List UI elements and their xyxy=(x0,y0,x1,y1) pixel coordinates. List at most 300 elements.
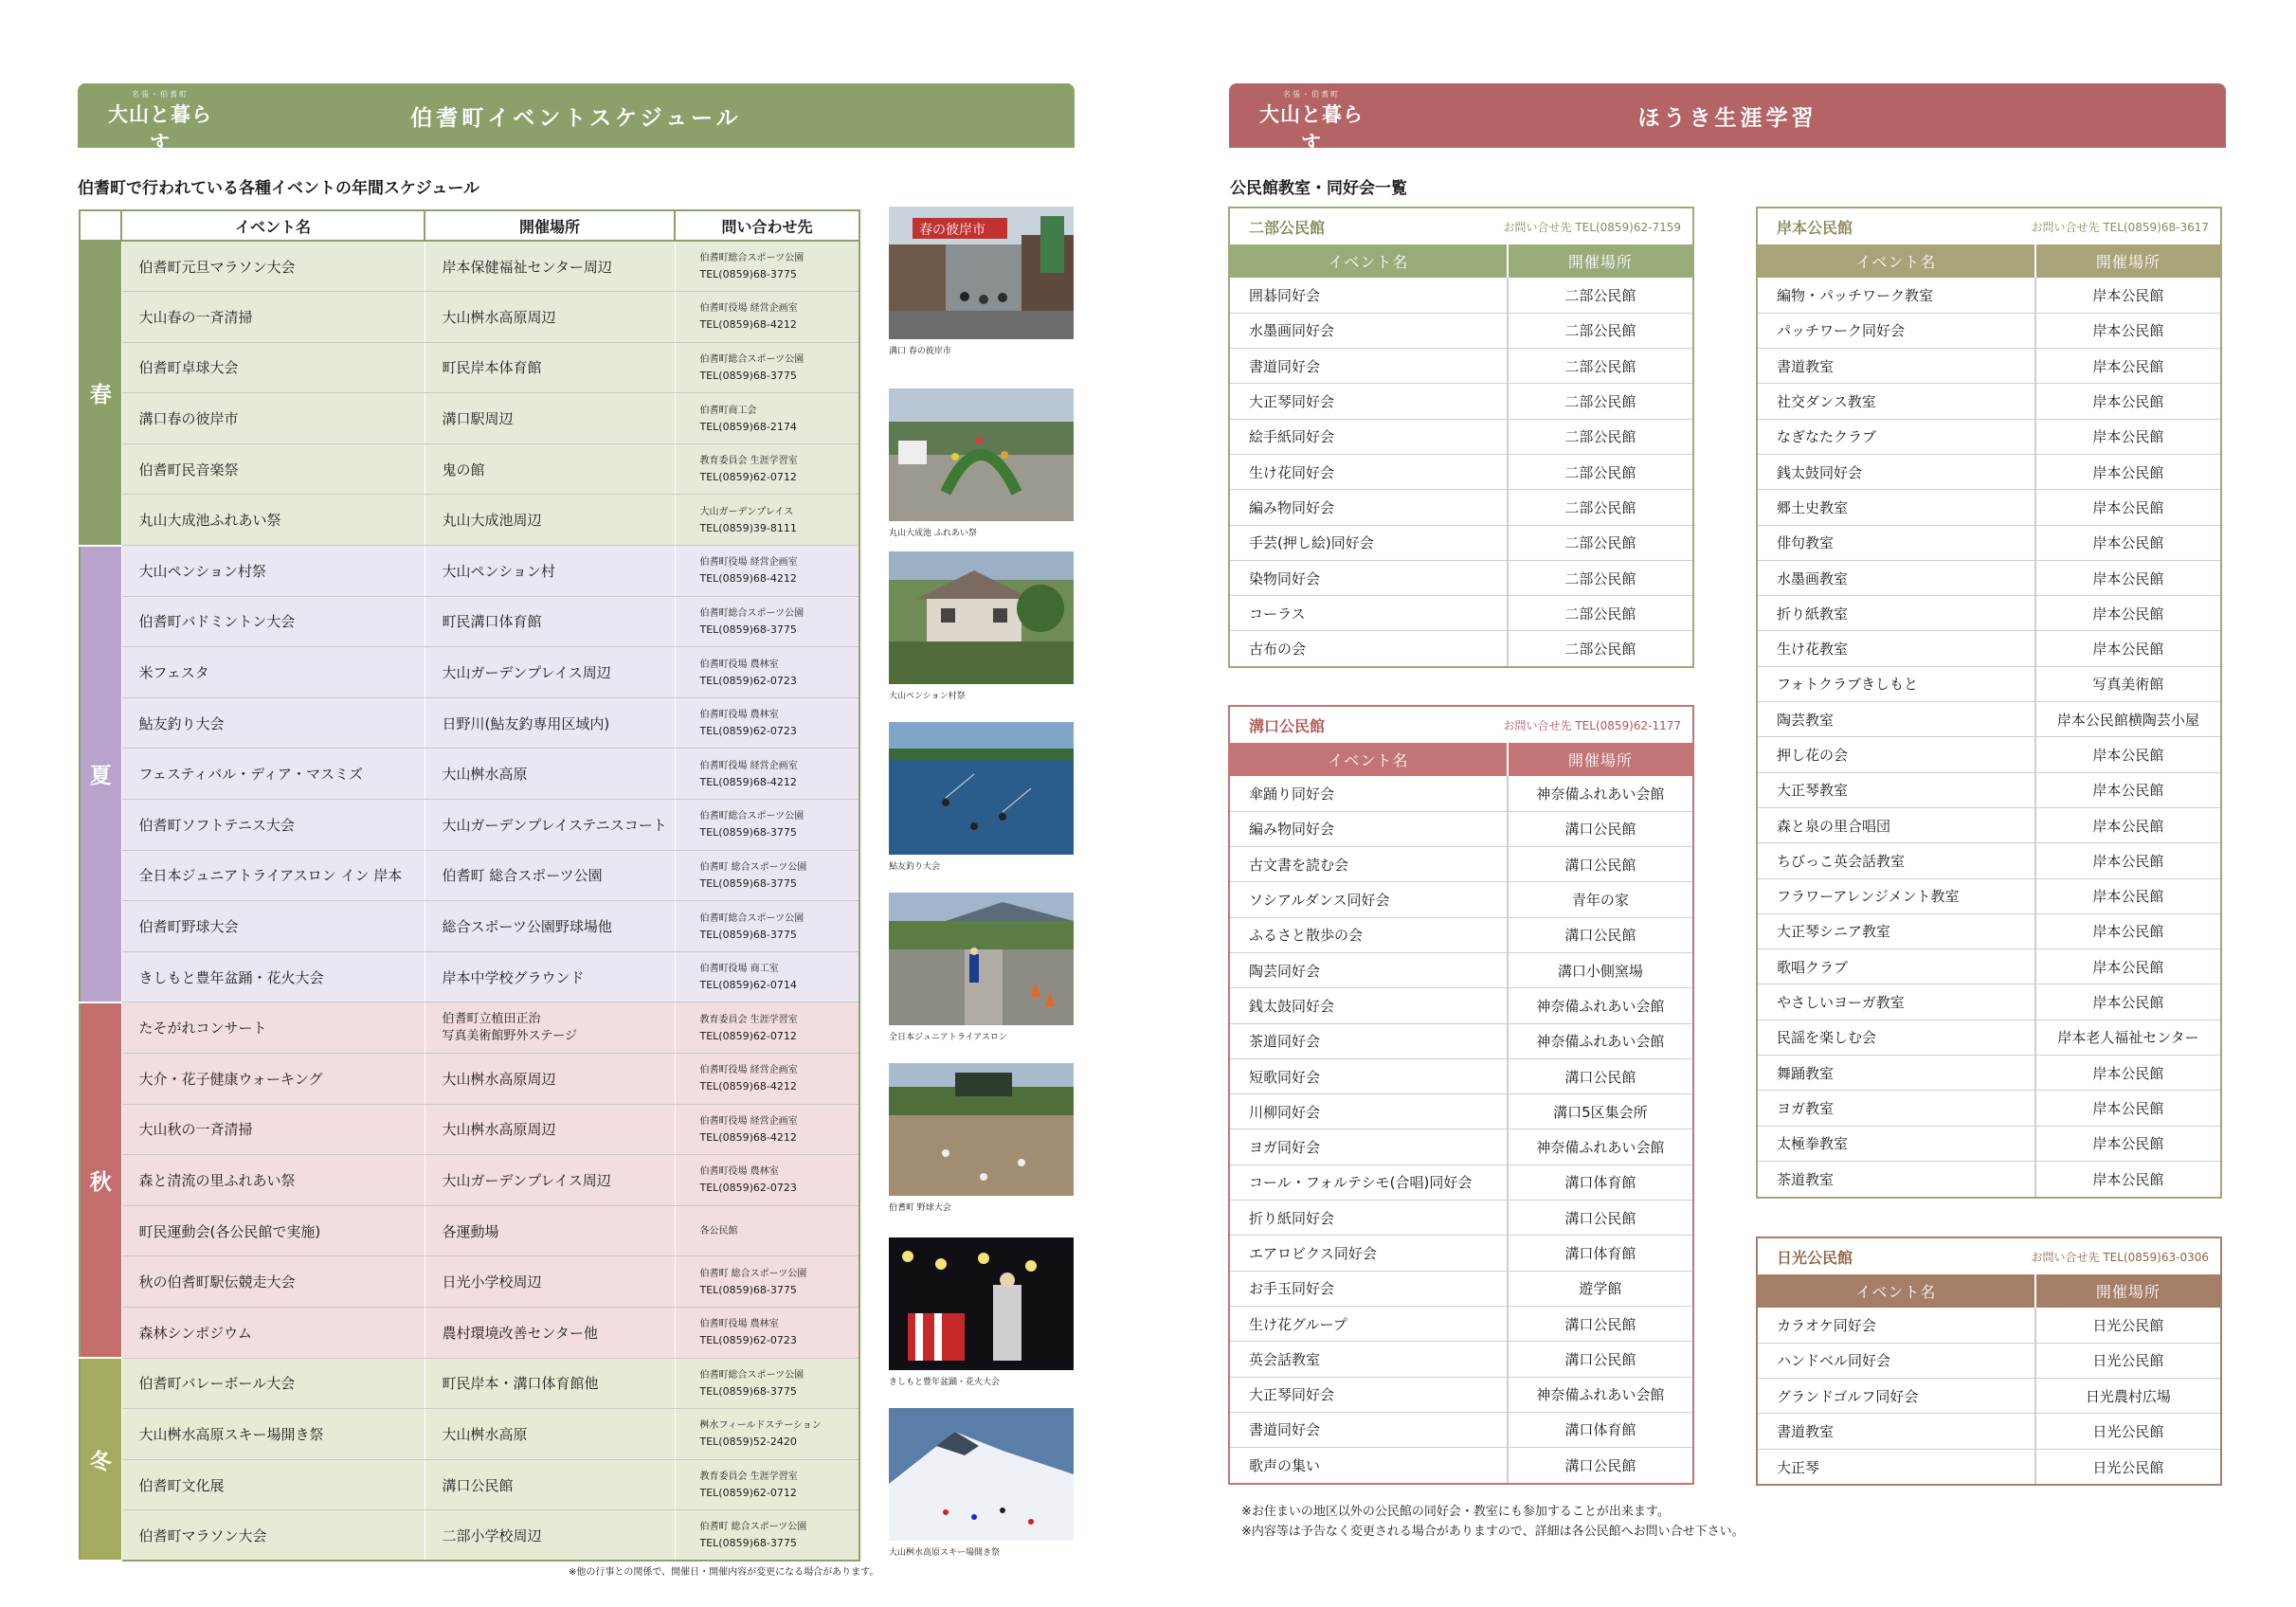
club-name: 大正琴 xyxy=(1758,1449,2035,1484)
event-contact xyxy=(675,749,859,800)
hall-tel: お問い合せ先 TEL(0859)62-7159 xyxy=(1503,220,1681,234)
contact-tel: TEL(0859)68-3775 xyxy=(699,876,797,890)
contact-name: 伯耆町役場 経営企画室 xyxy=(699,557,798,569)
club-venue: 二部公民館 xyxy=(1508,525,1692,560)
contact-tel: TEL(0859)68-3775 xyxy=(699,1384,797,1398)
club-row xyxy=(1230,1377,1692,1412)
event-name: 伯耆町バドミントン大会 xyxy=(121,596,425,647)
event-name: 伯耆町野球大会 xyxy=(121,901,425,952)
club-row xyxy=(1230,1129,1692,1165)
club-venue: 神奈備ふれあい会館 xyxy=(1508,1023,1692,1058)
event-venue: 町民岸本・溝口体育館他 xyxy=(425,1358,675,1409)
photo-image xyxy=(889,722,1074,855)
column-header: イベント名 xyxy=(1758,1274,2035,1308)
schedule-row xyxy=(80,1054,859,1105)
club-name: 銭太鼓同好会 xyxy=(1230,988,1508,1023)
photo-caption: 大山桝水高原スキー場開き祭 xyxy=(889,1548,1001,1558)
contact-tel: TEL(0859)68-3775 xyxy=(699,369,797,382)
club-row xyxy=(1230,882,1692,917)
contact-name: 桝水フィールドステーション xyxy=(699,1420,822,1432)
club-venue: 岸本公民館 xyxy=(2035,313,2220,348)
club-name: 手芸(押し絵)同好会 xyxy=(1230,525,1508,560)
club-list-subheading: 公民館教室・同好会一覧 xyxy=(1230,179,1407,198)
schedule-row xyxy=(80,393,859,444)
club-row xyxy=(1230,560,1692,595)
schedule-row xyxy=(80,1358,859,1409)
club-venue: 岸本公民館 xyxy=(2035,737,2220,772)
club-notes xyxy=(1241,1502,1745,1542)
photo-maruyama-festival xyxy=(889,388,1074,538)
club-name: 書道教室 xyxy=(1758,349,2035,384)
contact-name: 伯耆町総合スポーツ公園 xyxy=(699,253,805,264)
photo-ayu-fishing xyxy=(889,722,1074,872)
club-name: 生け花同好会 xyxy=(1230,454,1508,489)
event-name: 伯耆町ソフトテニス大会 xyxy=(121,800,425,851)
event-name: きしもと豊年盆踊・花火大会 xyxy=(121,951,425,1002)
club-name: ヨガ同好会 xyxy=(1230,1129,1508,1165)
club-venue: 溝口公民館 xyxy=(1508,1342,1692,1377)
club-row xyxy=(1230,1236,1692,1271)
event-venue: 二部小学校周辺 xyxy=(425,1510,675,1562)
club-venue: 二部公民館 xyxy=(1508,313,1692,348)
event-name: 全日本ジュニアトライアスロン イン 岸本 xyxy=(121,850,425,901)
event-name: 森林シンポジウム xyxy=(121,1307,425,1358)
schedule-row xyxy=(80,596,859,647)
event-name: 森と清流の里ふれあい祭 xyxy=(121,1155,425,1206)
schedule-row xyxy=(80,342,859,393)
schedule-row xyxy=(80,443,859,495)
hall-tel: お問い合せ先 TEL(0859)62-1177 xyxy=(1503,718,1681,732)
club-venue: 岸本公民館 xyxy=(2035,454,2220,489)
club-name: 水墨画教室 xyxy=(1758,560,2035,595)
schedule-row xyxy=(80,241,859,292)
event-contact xyxy=(675,800,859,851)
club-row xyxy=(1758,807,2220,842)
club-venue: 写真美術館 xyxy=(2035,666,2220,701)
event-contact xyxy=(675,697,859,749)
club-venue: 日光公民館 xyxy=(2035,1343,2220,1378)
column-header: 開催場所 xyxy=(2035,1274,2220,1308)
event-contact xyxy=(675,850,859,901)
photo-caption: きしもと豊年盆踊・花火大会 xyxy=(889,1378,1001,1387)
club-name: 英会話教室 xyxy=(1230,1342,1508,1377)
club-venue: 溝口公民館 xyxy=(1564,1457,1636,1475)
event-name: 大山桝水高原スキー場開き祭 xyxy=(121,1409,425,1460)
club-name: お手玉同好会 xyxy=(1230,1271,1508,1306)
club-name: 押し花の会 xyxy=(1758,737,2035,772)
contact-name: 伯耆町役場 経営企画室 xyxy=(699,303,798,315)
schedule-row xyxy=(80,1155,859,1206)
club-name: 短歌同好会 xyxy=(1230,1058,1508,1093)
schedule-row xyxy=(80,749,859,800)
club-row xyxy=(1230,952,1692,987)
club-name: 川柳同好会 xyxy=(1230,1094,1508,1129)
column-header: 開催場所 xyxy=(1508,244,1692,278)
event-contact xyxy=(675,1256,859,1308)
club-row xyxy=(1230,454,1692,489)
contact-name: 伯耆町役場 農林室 xyxy=(699,1166,779,1178)
club-row xyxy=(1758,278,2220,313)
club-venue: 溝口体育館 xyxy=(1508,1165,1692,1200)
photo-baseball xyxy=(889,1063,1074,1213)
contact-tel: TEL(0859)68-3775 xyxy=(699,268,797,281)
contact-name: 大山ガーデンプレイス xyxy=(699,506,794,517)
club-name: 俳句教室 xyxy=(1758,525,2035,560)
event-contact xyxy=(675,393,859,444)
contact-tel: TEL(0859)52-2420 xyxy=(699,1435,797,1449)
column-header: イベント名 xyxy=(1230,743,1508,776)
event-venue: 町民岸本体育館 xyxy=(425,342,675,393)
contact-tel: TEL(0859)68-3775 xyxy=(699,826,797,840)
event-name: 大山ペンション村祭 xyxy=(121,546,425,597)
event-venue: 岸本保健福祉センター周辺 xyxy=(425,241,675,292)
contact-tel: TEL(0859)62-0723 xyxy=(699,1182,797,1195)
schedule-subheading: 伯耆町で行われている各種イベントの年間スケジュール xyxy=(78,179,479,198)
contact-name: 伯耆町総合スポーツ公園 xyxy=(699,811,805,822)
club-venue: 岸本公民館 xyxy=(2035,1056,2220,1091)
contact-name: 各公民館 xyxy=(699,1225,738,1237)
schedule-row xyxy=(80,697,859,749)
schedule-row xyxy=(80,647,859,698)
schedule-row xyxy=(80,1256,859,1308)
club-name: 傘踊り同好会 xyxy=(1230,776,1508,811)
club-name: 古文書を読む会 xyxy=(1230,847,1508,882)
contact-tel: TEL(0859)68-3775 xyxy=(699,1537,797,1550)
club-name: カラオケ同好会 xyxy=(1758,1308,2035,1343)
club-row xyxy=(1758,1449,2220,1484)
schedule-row xyxy=(80,1104,859,1155)
contact-name: 教育委員会 生涯学習室 xyxy=(699,1014,798,1025)
club-row xyxy=(1758,1343,2220,1378)
club-row xyxy=(1758,1056,2220,1091)
hall-tel: お問い合せ先 TEL(0859)63-0306 xyxy=(2031,1250,2209,1264)
photo-caption: 全日本ジュニアトライアスロン xyxy=(889,1033,1007,1042)
event-name: 大山秋の一斉清掃 xyxy=(121,1104,425,1155)
contact-tel: TEL(0859)68-3775 xyxy=(699,928,797,941)
contact-tel: TEL(0859)68-4212 xyxy=(699,318,797,332)
photo-caption: 伯耆町 野球大会 xyxy=(889,1203,951,1213)
club-name: やさしいヨーガ教室 xyxy=(1758,984,2035,1020)
event-venue: 大山桝水高原 xyxy=(425,1409,675,1460)
club-name: 編み物同好会 xyxy=(1230,811,1508,846)
photo-higan-market xyxy=(889,207,1074,356)
club-venue: 岸本公民館 xyxy=(2035,843,2220,878)
club-venue: 日光公民館 xyxy=(2092,1458,2164,1476)
club-venue: 岸本公民館 xyxy=(2035,1091,2220,1126)
schedule-row xyxy=(80,951,859,1002)
club-row xyxy=(1230,313,1692,348)
club-name: 茶道教室 xyxy=(1758,1161,2035,1196)
club-venue: 青年の家 xyxy=(1508,882,1692,917)
contact-name: 伯耆町商工会 xyxy=(699,405,757,416)
column-header: イベント名 xyxy=(121,210,425,241)
contact-tel: TEL(0859)68-3775 xyxy=(699,1283,797,1296)
contact-name: 伯耆町総合スポーツ公園 xyxy=(699,607,805,619)
event-name: フェスティバル・ディア・マスミズ xyxy=(121,749,425,800)
contact-tel: TEL(0859)39-8111 xyxy=(699,521,797,534)
club-row xyxy=(1230,349,1692,384)
club-venue: 二部公民館 xyxy=(1564,641,1636,659)
event-contact xyxy=(675,647,859,698)
contact-name: 伯耆町役場 経営企画室 xyxy=(699,1115,798,1127)
club-venue: 溝口公民館 xyxy=(1508,1201,1692,1236)
club-venue: 二部公民館 xyxy=(1508,384,1692,419)
club-venue: 溝口体育館 xyxy=(1508,1236,1692,1271)
club-venue: 神奈備ふれあい会館 xyxy=(1508,1377,1692,1412)
club-venue: 岸本公民館 xyxy=(2035,596,2220,631)
club-venue: 溝口公民館 xyxy=(1508,917,1692,952)
schedule-note: ※他の行事との関係で、開催日・開催内容が変更になる場合があります。 xyxy=(569,1567,879,1578)
club-row xyxy=(1230,1094,1692,1129)
club-row xyxy=(1230,419,1692,454)
event-venue: 大山桝水高原周辺 xyxy=(425,1104,675,1155)
column-header: イベント名 xyxy=(1230,244,1508,278)
lifelong-learning-banner xyxy=(1229,83,2226,154)
club-name: コーラス xyxy=(1230,596,1508,631)
photo-caption: 大山ペンション村祭 xyxy=(889,692,966,701)
club-row xyxy=(1758,1161,2220,1196)
event-contact xyxy=(675,292,859,343)
club-venue: 溝口公民館 xyxy=(1508,1306,1692,1341)
event-name: 伯耆町文化展 xyxy=(121,1459,425,1510)
contact-name: 教育委員会 生涯学習室 xyxy=(699,1472,798,1483)
event-name: 伯耆町マラソン大会 xyxy=(121,1510,425,1562)
club-row xyxy=(1758,913,2220,948)
contact-name: 伯耆町役場 農林室 xyxy=(699,1319,779,1330)
club-venue: 二部公民館 xyxy=(1508,490,1692,525)
club-row xyxy=(1230,596,1692,631)
contact-tel: TEL(0859)62-0712 xyxy=(699,471,797,484)
event-name: 大山春の一斉清掃 xyxy=(121,292,425,343)
club-venue: 岸本公民館 xyxy=(2035,913,2220,948)
event-contact xyxy=(675,1054,859,1105)
event-contact xyxy=(675,596,859,647)
season-label: 秋 xyxy=(80,1002,121,1358)
event-name: 伯耆町元旦マラソン大会 xyxy=(121,241,425,292)
club-name: 書道教室 xyxy=(1758,1414,2035,1449)
club-venue: 岸本公民館 xyxy=(2035,560,2220,595)
event-contact xyxy=(675,1104,859,1155)
photo-pension-village xyxy=(889,551,1074,701)
club-name: ヨガ教室 xyxy=(1758,1091,2035,1126)
contact-name: 伯耆町役場 農林室 xyxy=(699,710,779,721)
club-row xyxy=(1758,1308,2220,1343)
club-name: ソシアルダンス同好会 xyxy=(1230,882,1508,917)
photo-bon-dance xyxy=(889,1237,1074,1387)
photo-image xyxy=(889,551,1074,684)
contact-tel: TEL(0859)68-4212 xyxy=(699,572,797,586)
column-header: 開催場所 xyxy=(425,210,675,241)
season-label: 夏 xyxy=(80,546,121,1002)
event-venue: 丸山大成池周辺 xyxy=(425,495,675,546)
event-name: 町民運動会(各公民館で実施) xyxy=(121,1205,425,1256)
contact-tel: TEL(0859)62-0723 xyxy=(699,674,797,687)
club-row xyxy=(1758,596,2220,631)
club-name: 水墨画同好会 xyxy=(1230,313,1508,348)
event-name: 米フェスタ xyxy=(121,647,425,698)
club-name: 歌声の集い xyxy=(1230,1448,1508,1483)
club-row xyxy=(1230,1058,1692,1093)
club-name: エアロビクス同好会 xyxy=(1230,1236,1508,1271)
event-venue: 岸本中学校グラウンド xyxy=(425,951,675,1002)
event-contact xyxy=(675,342,859,393)
club-venue: 溝口公民館 xyxy=(1508,1058,1692,1093)
club-row xyxy=(1758,454,2220,489)
club-name: ちびっこ英会話教室 xyxy=(1758,843,2035,878)
banner-title: ほうき生涯学習 xyxy=(1637,105,1817,131)
club-row xyxy=(1230,1165,1692,1200)
contact-tel: TEL(0859)68-4212 xyxy=(699,775,797,788)
club-name: グランドゴルフ同好会 xyxy=(1758,1379,2035,1414)
schedule-row xyxy=(80,546,859,597)
club-name: 囲碁同好会 xyxy=(1230,278,1508,313)
club-name: 大正琴教室 xyxy=(1758,772,2035,807)
club-venue: 岸本公民館 xyxy=(2035,631,2220,666)
event-contact xyxy=(675,1155,859,1206)
club-row xyxy=(1230,811,1692,846)
event-name: たそがれコンサート xyxy=(121,1002,425,1054)
club-venue: 岸本老人福祉センター xyxy=(2035,1020,2220,1055)
event-name: 伯耆町民音楽祭 xyxy=(121,443,425,495)
event-venue: 日野川(鮎友釣専用区域内) xyxy=(425,697,675,749)
club-row xyxy=(1230,1201,1692,1236)
event-name: 大介・花子健康ウォーキング xyxy=(121,1054,425,1105)
club-table-nikko xyxy=(1756,1237,2222,1486)
contact-tel: TEL(0859)68-4212 xyxy=(699,1080,797,1093)
club-venue: 神奈備ふれあい会館 xyxy=(1508,988,1692,1023)
club-name: 折り紙教室 xyxy=(1758,596,2035,631)
event-venue: 日光小学校周辺 xyxy=(425,1256,675,1308)
schedule-row xyxy=(80,850,859,901)
club-row xyxy=(1230,1342,1692,1377)
club-venue: 二部公民館 xyxy=(1508,278,1692,313)
club-row xyxy=(1758,843,2220,878)
club-row xyxy=(1230,525,1692,560)
photo-ski-opening xyxy=(889,1408,1074,1558)
club-venue: 岸本公民館 xyxy=(2035,278,2220,313)
contact-name: 伯耆町役場 農林室 xyxy=(699,659,779,670)
club-name: フォトクラブきしもと xyxy=(1758,666,2035,701)
club-name: 書道同好会 xyxy=(1230,1412,1508,1447)
photo-caption: 溝口 春の彼岸市 xyxy=(889,347,951,356)
event-name: 伯耆町卓球大会 xyxy=(121,342,425,393)
club-row xyxy=(1758,525,2220,560)
contact-name: 教育委員会 生涯学習室 xyxy=(699,456,798,467)
club-row xyxy=(1230,988,1692,1023)
club-name: 茶道同好会 xyxy=(1230,1023,1508,1058)
event-contact xyxy=(675,443,859,495)
season-label: 冬 xyxy=(80,1358,121,1561)
photo-image xyxy=(889,893,1074,1025)
club-venue: 岸本公民館 xyxy=(2035,419,2220,454)
schedule-row xyxy=(80,292,859,343)
photo-image xyxy=(889,1237,1074,1370)
club-table-mizoguchi xyxy=(1228,705,1694,1485)
schedule-row xyxy=(80,1307,859,1358)
schedule-row xyxy=(80,1409,859,1460)
club-venue: 岸本公民館 xyxy=(2035,878,2220,913)
club-name: 生け花教室 xyxy=(1758,631,2035,666)
season-label: 春 xyxy=(80,241,121,546)
event-schedule-table xyxy=(79,209,860,1562)
event-schedule-banner xyxy=(78,83,1075,154)
club-row xyxy=(1230,490,1692,525)
event-venue: 町民溝口体育館 xyxy=(425,596,675,647)
club-name: ハンドベル同好会 xyxy=(1758,1343,2035,1378)
club-table-kishimoto xyxy=(1756,207,2222,1199)
club-name: 古布の会 xyxy=(1230,631,1508,666)
club-row xyxy=(1758,1414,2220,1449)
club-venue: 岸本公民館 xyxy=(2035,349,2220,384)
photo-image xyxy=(889,1408,1074,1541)
event-contact xyxy=(675,1358,859,1409)
column-header: 問い合わせ先 xyxy=(675,210,859,241)
column-header: 開催場所 xyxy=(2035,244,2220,278)
club-name: 生け花グループ xyxy=(1230,1306,1508,1341)
club-row xyxy=(1230,1271,1692,1306)
club-row xyxy=(1230,278,1692,313)
contact-name: 伯耆町役場 商工室 xyxy=(699,964,779,975)
event-venue: 各運動場 xyxy=(425,1205,675,1256)
contact-tel: TEL(0859)62-0723 xyxy=(699,725,797,738)
club-row xyxy=(1758,384,2220,419)
event-contact xyxy=(675,546,859,597)
club-row xyxy=(1230,847,1692,882)
club-row xyxy=(1758,702,2220,737)
club-name: なぎなたクラブ xyxy=(1758,419,2035,454)
event-name: 溝口春の彼岸市 xyxy=(121,393,425,444)
club-name: 銭太鼓同好会 xyxy=(1758,454,2035,489)
contact-name: 伯耆町総合スポーツ公園 xyxy=(699,912,805,924)
club-name: フラワーアレンジメント教室 xyxy=(1758,878,2035,913)
club-name: 太極拳教室 xyxy=(1758,1126,2035,1161)
event-venue: 大山桝水高原周辺 xyxy=(425,1054,675,1105)
club-name: 大正琴同好会 xyxy=(1230,384,1508,419)
club-venue: 岸本公民館 xyxy=(2035,490,2220,525)
event-venue: 大山ガーデンプレイステニスコート xyxy=(425,800,675,851)
column-header: 開催場所 xyxy=(1508,743,1692,776)
photo-image xyxy=(889,388,1074,521)
schedule-row xyxy=(80,800,859,851)
logo-daisen-to-kurasu: 名張・伯耆町 大山と暮らす xyxy=(99,89,222,160)
club-row xyxy=(1230,631,1692,666)
event-contact xyxy=(675,241,859,292)
club-row xyxy=(1758,313,2220,348)
club-name: 折り紙同好会 xyxy=(1230,1201,1508,1236)
club-name: 陶芸教室 xyxy=(1758,702,2035,737)
schedule-row xyxy=(80,1459,859,1510)
photo-caption: 鮎友釣り大会 xyxy=(889,862,941,872)
club-venue: 二部公民館 xyxy=(1508,454,1692,489)
event-venue: 総合スポーツ公園野球場他 xyxy=(425,901,675,952)
club-venue: 岸本公民館 xyxy=(2035,772,2220,807)
club-row xyxy=(1758,878,2220,913)
club-venue: 溝口体育館 xyxy=(1508,1412,1692,1447)
club-name: 編み物同好会 xyxy=(1230,490,1508,525)
club-name: 染物同好会 xyxy=(1230,560,1508,595)
club-row xyxy=(1230,1412,1692,1447)
schedule-row xyxy=(80,1510,859,1562)
photo-image xyxy=(889,1063,1074,1196)
contact-name: 伯耆町 総合スポーツ公園 xyxy=(699,1268,807,1279)
contact-tel: TEL(0859)62-0712 xyxy=(699,1487,797,1500)
club-table-nibu xyxy=(1228,207,1694,668)
hall-name: 日光公民館 xyxy=(1777,1248,1853,1267)
club-row xyxy=(1230,1023,1692,1058)
club-venue: 二部公民館 xyxy=(1508,419,1692,454)
club-venue: 岸本公民館横陶芸小屋 xyxy=(2035,702,2220,737)
venue-line: 伯耆町立植田正治 xyxy=(442,1011,541,1026)
